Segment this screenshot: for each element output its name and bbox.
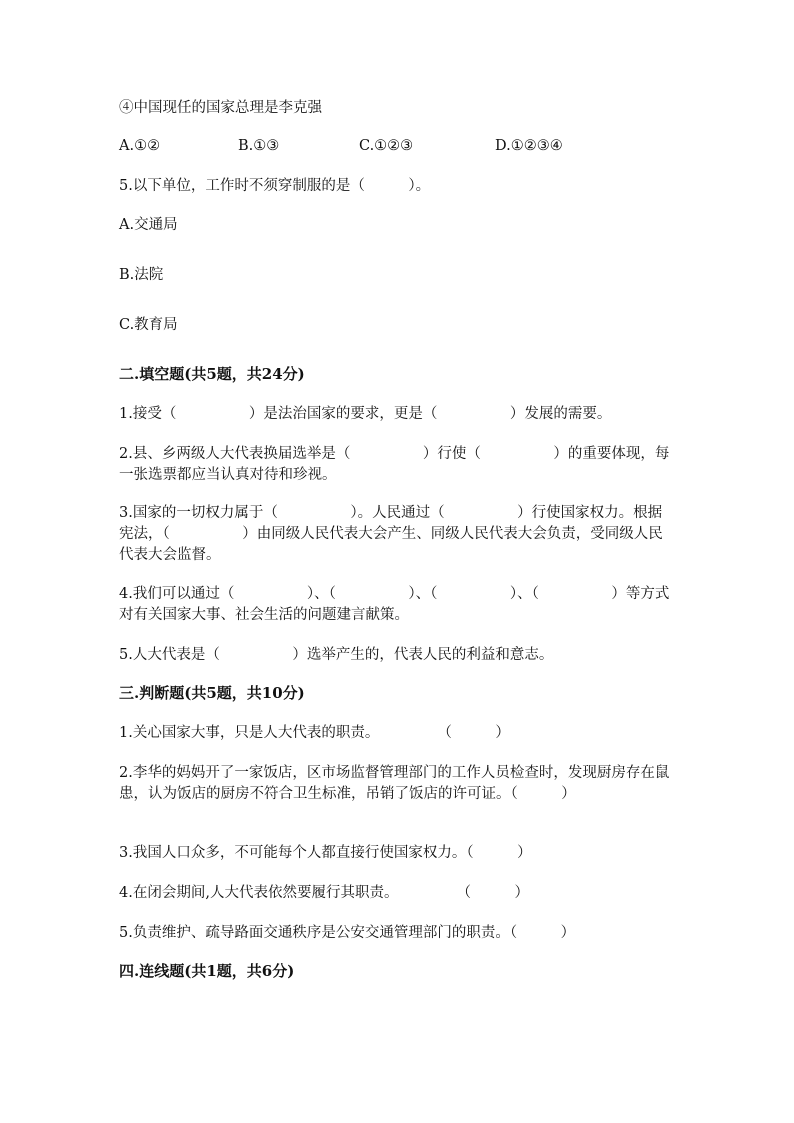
q5-option-a[interactable]: A.交通局 — [119, 217, 178, 233]
q5-option-c[interactable]: C.教育局 — [119, 317, 178, 333]
judge-item-4: 4.在闭会期间,人大代表依然要履行其职责。 （ ） — [119, 885, 529, 901]
section2-heading: 二.填空题(共5题，共24分) — [119, 365, 305, 383]
prev-statement: ④中国现任的国家总理是李克强 — [119, 100, 322, 116]
section3-heading: 三.判断题(共5题，共10分) — [119, 684, 305, 702]
prev-option-a[interactable]: A.①② — [119, 138, 161, 154]
prev-option-b[interactable]: B.①③ — [238, 138, 280, 154]
judge-item-2: 2.李华的妈妈开了一家饭店，区市场监督管理部门的工作人员检查时，发现厨房存在鼠患，认为饭店的厨房不符合卫生标准，吊销了饭店的许可证。（ ） — [119, 765, 670, 802]
fill-item-2: 2.县、乡两级人大代表换届选举是（ ）行使（ ）的重要体现，每一张选票都应当认真对待和珍视。 — [119, 446, 670, 483]
fill-item-4: 4.我们可以通过（ ）、（ ）、（ ）、（ ）等方式对有关国家大事、社会生活的问题建言献策。 — [119, 586, 670, 623]
judge-item-3: 3.我国人口众多，不可能每个人都直接行使国家权力。（ ） — [119, 845, 532, 861]
fill-item-1: 1.接受（ ）是法治国家的要求，更是（ ）发展的需要。 — [119, 406, 612, 422]
section4-heading: 四.连线题(共1题，共6分) — [119, 962, 295, 980]
judge-item-1: 1.关心国家大事，只是人大代表的职责。 （ ） — [119, 725, 510, 741]
fill-item-5: 5.人大代表是（ ）选举产生的，代表人民的利益和意志。 — [119, 647, 554, 663]
q5-stem: 5.以下单位，工作时不须穿制服的是（ ）。 — [119, 178, 431, 194]
judge-item-5: 5.负责维护、疏导路面交通秩序是公安交通管理部门的职责。（ ） — [119, 925, 576, 941]
prev-option-d[interactable]: D.①②③④ — [495, 138, 563, 154]
q5-option-b[interactable]: B.法院 — [119, 267, 164, 283]
fill-item-3: 3.国家的一切权力属于（ ）。人民通过（ ）行使国家权力。根据宪法，（ ）由同级人民代表大会产生、同级人民代表大会负责，受同级人民代表大会监督。 — [119, 505, 663, 563]
prev-option-c[interactable]: C.①②③ — [359, 138, 414, 154]
